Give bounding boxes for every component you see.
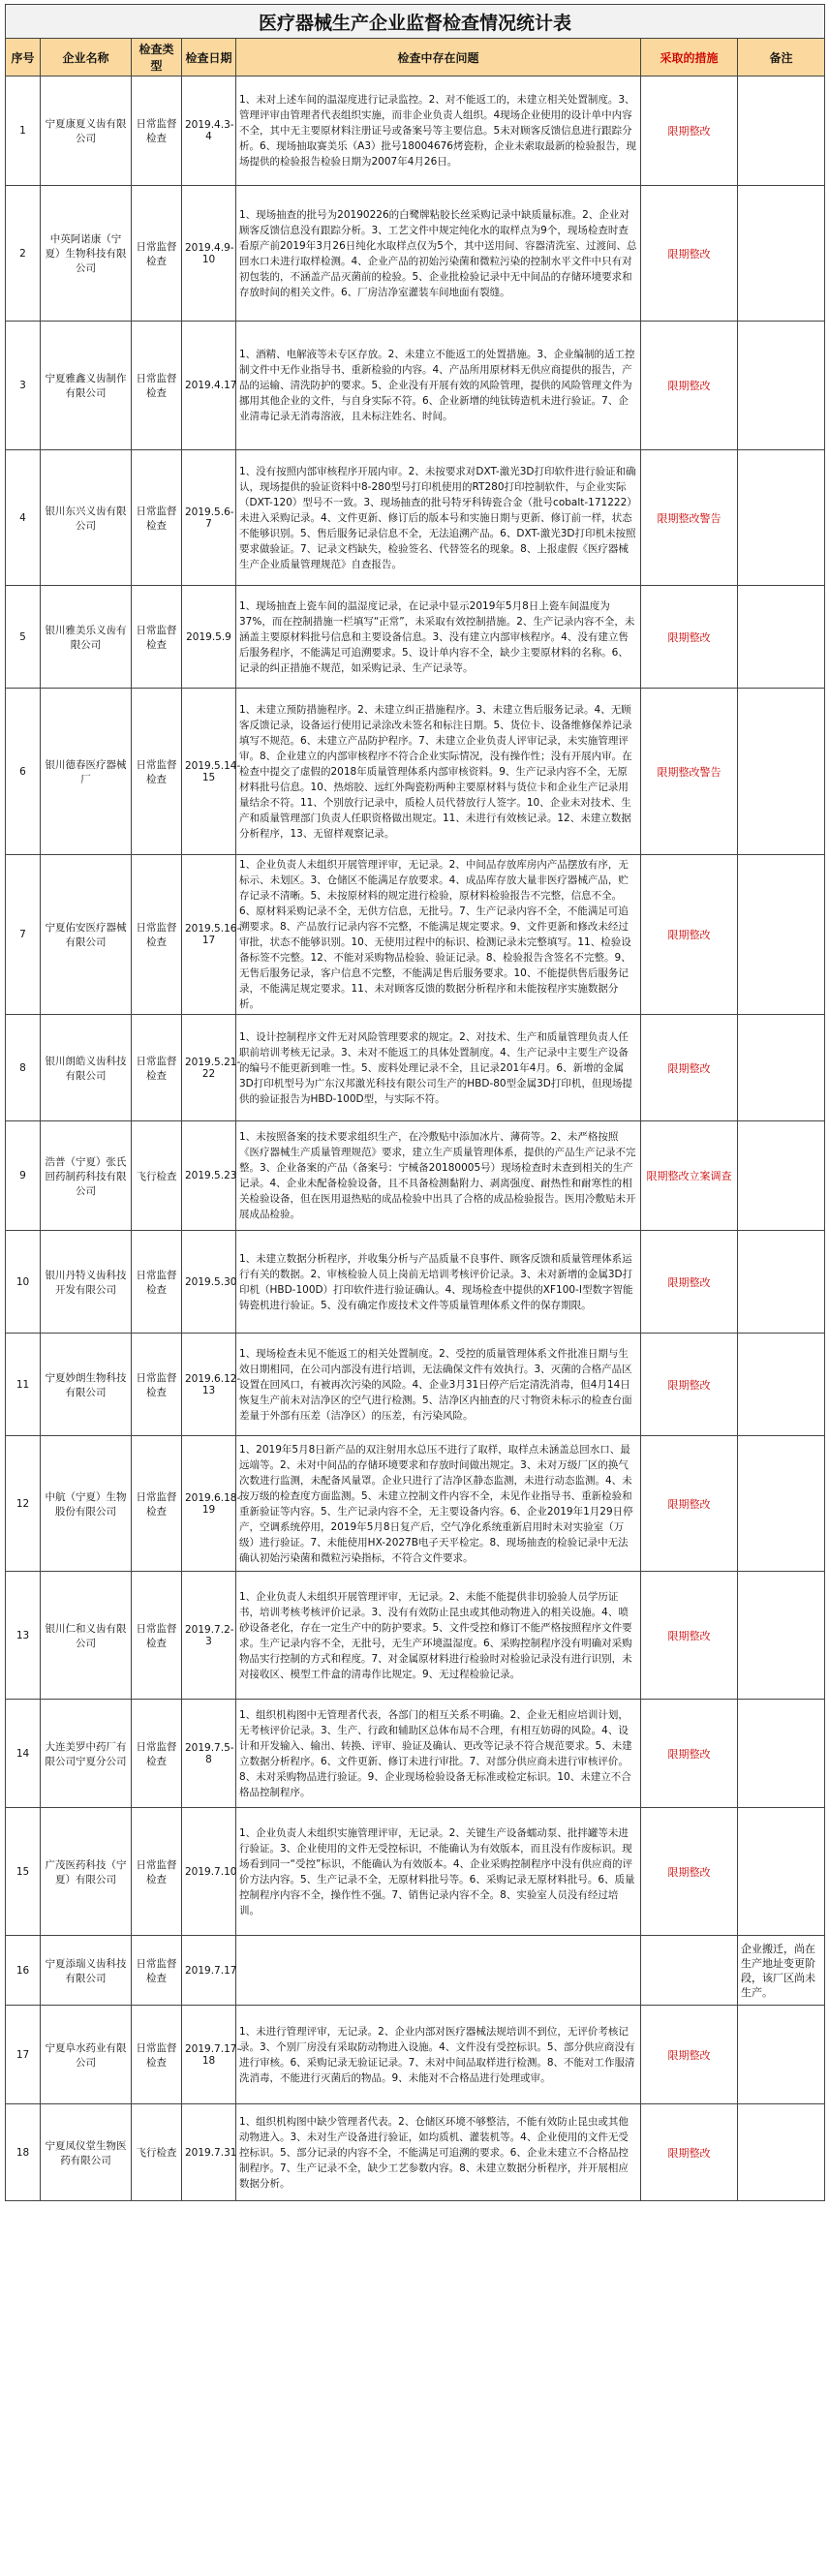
inspection-type: 日常监督检查 xyxy=(132,1334,182,1436)
inspection-issues xyxy=(236,1936,641,2006)
header-note: 备注 xyxy=(738,39,825,77)
table-row xyxy=(6,1808,825,1936)
remark xyxy=(738,77,825,186)
inspection-date: 2019.5.6-7 xyxy=(182,450,236,586)
company-name: 宁夏佑安医疗器械有限公司 xyxy=(41,855,132,1015)
inspection-date: 2019.5.14-15 xyxy=(182,689,236,855)
inspection-issues: 1、组织机构图中缺少管理者代表。2、仓储区环境不够整洁，不能有效防止昆虫或其他动物进入。3、未对生产设备进行验证，如均质机、灌装机等。4、企业使用的文件无受控标识。5、部分记录的内容不全，不能满足可追溯的要求。6、企业未建立不合格品控制程序。7、生产记录不全，缺少工艺参数内容。8、未建立数据分析程序，并开展相应数据分析。 xyxy=(236,2104,641,2201)
row-number: 11 xyxy=(6,1334,41,1436)
action-taken: 限期整改 xyxy=(641,77,738,186)
company-name: 浩普（宁夏）张氏回药制药科技有限公司 xyxy=(41,1121,132,1231)
company-name: 大连美罗中药厂有限公司宁夏分公司 xyxy=(41,1700,132,1808)
action-taken: 限期整改 xyxy=(641,1231,738,1334)
action-taken: 限期整改 xyxy=(641,322,738,450)
table-row xyxy=(6,1121,825,1231)
inspection-issues: 1、未进行管理评审，无记录。2、企业内部对医疗器械法规培训不到位，无评价考核记录。3、个别厂房没有采取防动物进入设施。4、文件没有受控标识。5、部分供应商没有进行审核。6、采购记录无验证记录。7、未对中间品取样进行检测。8、不能对工作服清洗消毒，不能进行灭菌后的物品。9、未能对不合格品进行处理或审。 xyxy=(236,2006,641,2104)
inspection-type: 日常监督检查 xyxy=(132,186,182,322)
inspection-type: 日常监督检查 xyxy=(132,855,182,1015)
company-name: 宁夏雅鑫义齿制作有限公司 xyxy=(41,322,132,450)
inspection-date: 2019.4.17 xyxy=(182,322,236,450)
action-taken: 限期整改 xyxy=(641,1436,738,1572)
inspection-date: 2019.5.23 xyxy=(182,1121,236,1231)
table-row xyxy=(6,1015,825,1121)
inspection-type: 日常监督检查 xyxy=(132,689,182,855)
inspection-date: 2019.6.12-13 xyxy=(182,1334,236,1436)
company-name: 中航（宁夏）生物股份有限公司 xyxy=(41,1436,132,1572)
table-row xyxy=(6,1700,825,1808)
inspection-issues: 1、没有按照内部审核程序开展内审。2、未按要求对DXT-激光3D打印软件进行验证和确认，现场提供的验证资料中8-280型号打印机使用的RT280打印控制软件，与企业实际（DXT-120）型号不一致。3、现场抽查的批号特牙科铸瓷合金（批号cobalt-171222）未进入采购记录。4、文件更新、修订后的版本号和实施日期与更新、修订前一样，状态不能够识别。5、售后服务记录信息不全，无法追溯产品。6、DXT-激光3D打印机未按照要求做验证。7、记录文档缺失，检验签名、代替签名的现象。8、上报虚假《医疗器械生产企业质量管理规范》自查报告。 xyxy=(236,450,641,586)
inspection-type: 日常监督检查 xyxy=(132,1936,182,2006)
row-number: 17 xyxy=(6,2006,41,2104)
inspection-issues: 1、企业负责人未组织实施管理评审，无记录。2、关键生产设备蠕动泵、批拌罐等未进行验证。3、企业使用的文件无受控标识，不能确认为有效版本，而且没有作废标识。现场看到同一“受控”标识，不能确认为有效版本。4、企业采购控制程序中没有供应商的评价方法内容。5、生产记录不全，无原材料批号等。6、采购记录无原材料批号。6、质量控制程序内容不全，操作性不强。7、销售记录内容不全。8、实验室人员没有经过培训。 xyxy=(236,1808,641,1936)
table-row xyxy=(6,2006,825,2104)
table-body xyxy=(6,77,825,2201)
remark xyxy=(738,322,825,450)
remark xyxy=(738,1436,825,1572)
action-taken: 限期整改 xyxy=(641,855,738,1015)
action-taken: 限期整改立案调查 xyxy=(641,1121,738,1231)
table-row xyxy=(6,1436,825,1572)
inspection-date: 2019.7.17-18 xyxy=(182,2006,236,2104)
inspection-type: 飞行检查 xyxy=(132,2104,182,2201)
row-number: 14 xyxy=(6,1700,41,1808)
company-name: 宁夏添瑞义齿科技有限公司 xyxy=(41,1936,132,2006)
inspection-date: 2019.7.5-8 xyxy=(182,1700,236,1808)
table-row xyxy=(6,855,825,1015)
remark: 企业搬迁，尚在生产地址变更阶段，该厂区尚未生产。 xyxy=(738,1936,825,2006)
action-taken xyxy=(641,1936,738,2006)
action-taken: 限期整改 xyxy=(641,1015,738,1121)
inspection-type: 飞行检查 xyxy=(132,1121,182,1231)
inspection-date: 2019.5.30 xyxy=(182,1231,236,1334)
company-name: 银川德春医疗器械厂 xyxy=(41,689,132,855)
inspection-date: 2019.7.17 xyxy=(182,1936,236,2006)
table-row xyxy=(6,689,825,855)
table-row xyxy=(6,77,825,186)
action-taken: 限期整改 xyxy=(641,2104,738,2201)
row-number: 5 xyxy=(6,586,41,689)
inspection-date: 2019.7.31 xyxy=(182,2104,236,2201)
header-date: 检查日期 xyxy=(182,39,236,77)
company-name: 宁夏妙朗生物科技有限公司 xyxy=(41,1334,132,1436)
inspection-date: 2019.7.10 xyxy=(182,1808,236,1936)
action-taken: 限期整改 xyxy=(641,586,738,689)
header-company: 企业名称 xyxy=(41,39,132,77)
inspection-issues: 1、酒精、电解液等未专区存放。2、未建立不能返工的处置措施。3、企业编制的适工控制文件中无作业指导书、重新检验的内容。4、产品所用原材料无供应商提供的报告，产品的运输、清洗防护的要求。5、企业没有开展有效的风险管理，提供的风险管理文件为挪用其他企业的文件，与自身实际不符。6、企业新增的纯钛铸造机未进行验证。7、企业清毒记录无消毒溶液，且未标注姓名、时间。 xyxy=(236,322,641,450)
company-name: 广茂医药科技（宁夏）有限公司 xyxy=(41,1808,132,1936)
table-row xyxy=(6,450,825,586)
inspection-date: 2019.4.3-4 xyxy=(182,77,236,186)
company-name: 银川仁和义齿有限公司 xyxy=(41,1572,132,1700)
company-name: 宁夏阜水药业有限公司 xyxy=(41,2006,132,2104)
remark xyxy=(738,1334,825,1436)
row-number: 18 xyxy=(6,2104,41,2201)
row-number: 15 xyxy=(6,1808,41,1936)
inspection-issues: 1、未按照备案的技术要求组织生产，在冷敷贴中添加冰片、薄荷等。2、未严格按照《医疗器械生产质量管理规范》要求，建立生产质量管理体系，提供的产品生产记录不完整。3、企业备案的产品（备案号：宁械备20180005号）现场检查时未查到相关的生产记录。4、企业未配备检验设备，且不具备检测黏附力、剥离强度、耐热性和耐寒性的相关检验设备，但在医用退热贴的成品检验中出具了合格的成品检验报告。医用冷敷贴未开展成品检验。 xyxy=(236,1121,641,1231)
remark xyxy=(738,1121,825,1231)
header-no: 序号 xyxy=(6,39,41,77)
action-taken: 限期整改 xyxy=(641,1808,738,1936)
row-number: 4 xyxy=(6,450,41,586)
remark xyxy=(738,855,825,1015)
table-row xyxy=(6,2104,825,2201)
inspection-type: 日常监督检查 xyxy=(132,2006,182,2104)
inspection-issues: 1、未对上述车间的温湿度进行记录监控。2、对不能返工的，未建立相关处置制度。3、管理评审由管理者代表组织实施，而非企业负责人组织。4现场企业使用的设计单中内容不全，其中无主要原材料注册证号或备案号等主要信息。5未对顾客反馈信息进行跟踪分析。6、现场抽取赛美乐（A3）批号18004676烤瓷粉，企业未索取最新的检验报告，现场提供的检验报告检验日期为2007年4月26日。 xyxy=(236,77,641,186)
action-taken: 限期整改 xyxy=(641,1334,738,1436)
table-row xyxy=(6,586,825,689)
action-taken: 限期整改 xyxy=(641,1700,738,1808)
table-row xyxy=(6,1231,825,1334)
remark xyxy=(738,689,825,855)
inspection-type: 日常监督检查 xyxy=(132,1231,182,1334)
inspection-issues: 1、现场抽查的批号为20190226的白鹭牌粘胶长丝采购记录中缺质量标准。2、企业对顾客反馈信息没有跟踪分析。3、工艺文件中规定纯化水的取样点为9个，现场检查时查看原产前2019年3月26日纯化水取样点仅为5个，其中送用间、容器清洗室、过渡间、总回水口未进行取样检测。4、企业产品的初始污染菌和微粒污染的控制水平文件中只有对初包装的，不涵盖产品灭菌前的检验。5、企业批检验记录中无中间品的存储环境要求和存放时间的相关文件。6、厂房洁净室灌装车间地面有裂缝。 xyxy=(236,186,641,322)
inspection-date: 2019.6.18-19 xyxy=(182,1436,236,1572)
action-taken: 限期整改 xyxy=(641,1572,738,1700)
row-number: 10 xyxy=(6,1231,41,1334)
remark xyxy=(738,186,825,322)
company-name: 中英阿诺康（宁夏）生物科技有限公司 xyxy=(41,186,132,322)
inspection-date: 2019.7.2-3 xyxy=(182,1572,236,1700)
table-row xyxy=(6,322,825,450)
remark xyxy=(738,1700,825,1808)
remark xyxy=(738,450,825,586)
inspection-table xyxy=(5,4,825,2201)
title-row xyxy=(6,5,825,39)
inspection-type: 日常监督检查 xyxy=(132,1808,182,1936)
remark xyxy=(738,1015,825,1121)
header-issues: 检查中存在问题 xyxy=(236,39,641,77)
inspection-type: 日常监督检查 xyxy=(132,450,182,586)
inspection-type: 日常监督检查 xyxy=(132,322,182,450)
inspection-issues: 1、未建立数据分析程序，并收集分析与产品质量不良事件、顾客反馈和质量管理体系运行有关的数据。2、审核检验人员上岗前无培训考核评价记录。3、未对新增的金属3D打印机（HBD-100D）打印软件进行验证确认。4、现场检查中提供的XF100-I型数字智能铸瓷机进行验证。5、没有确定作废技术文件等质量管理体系文件的保存期限。 xyxy=(236,1231,641,1334)
remark xyxy=(738,1231,825,1334)
inspection-type: 日常监督检查 xyxy=(132,586,182,689)
company-name: 宁夏康夏义齿有限公司 xyxy=(41,77,132,186)
action-taken: 限期整改 xyxy=(641,186,738,322)
company-name: 银川东兴义齿有限公司 xyxy=(41,450,132,586)
action-taken: 限期整改 xyxy=(641,2006,738,2104)
row-number: 13 xyxy=(6,1572,41,1700)
inspection-date: 2019.4.9-10 xyxy=(182,186,236,322)
action-taken: 限期整改警告 xyxy=(641,450,738,586)
inspection-type: 日常监督检查 xyxy=(132,1572,182,1700)
header-row xyxy=(6,39,825,77)
row-number: 6 xyxy=(6,689,41,855)
company-name: 银川雅美乐义齿有限公司 xyxy=(41,586,132,689)
remark xyxy=(738,2006,825,2104)
inspection-type: 日常监督检查 xyxy=(132,1700,182,1808)
inspection-date: 2019.5.9 xyxy=(182,586,236,689)
row-number: 9 xyxy=(6,1121,41,1231)
company-name: 银川朗皓义齿科技有限公司 xyxy=(41,1015,132,1121)
inspection-issues: 1、未建立预防措施程序。2、未建立纠正措施程序。3、未建立售后服务记录。4、无顾客反馈记录，设备运行使用记录涂改未签名和标注日期。5、货位卡、设备维修保养记录填写不规范。6、未建立产品防护程序。7、未建立企业负责人评审记录，未实施管理评审。8、企业建立的内部审核程序不符合企业实际情况，没有操作性；没有开展内审。在检查中提交了虚假的2018年质量管理体系内部审核资料。9、生产记录内容不全，无原材料批号信息。10、热熔胶、远红外陶瓷粉两种主要原材料与货位卡和企业生产记录用量结余不符。11、个别放行记录中，质检人员代替放行人签字。10、企业未对技术、生产和质量管理部门负责人任职资格做出规定。11、未进行有效核记录。12、未建立数据分析程序，13、无留样观察记录。 xyxy=(236,689,641,855)
table-row xyxy=(6,1334,825,1436)
row-number: 7 xyxy=(6,855,41,1015)
action-taken: 限期整改警告 xyxy=(641,689,738,855)
inspection-date: 2019.5.16-17 xyxy=(182,855,236,1015)
table-row xyxy=(6,1572,825,1700)
inspection-type: 日常监督检查 xyxy=(132,1436,182,1572)
inspection-date: 2019.5.21-22 xyxy=(182,1015,236,1121)
remark xyxy=(738,1808,825,1936)
inspection-issues: 1、组织机构图中无管理者代表，各部门的相互关系不明确。2、企业无相应培训计划，无考核评价记录。3、生产、行政和辅助区总体布局不合理，有相互妨碍的风险。4、设计和开发输入、输出、转换、评审、验证及确认、更改等记录不符合规范要求。5、未建立数据分析程序。6、文件更新、修订未进行审批。7、对部分供应商未进行审核评价。8、未对采购物品进行验证。9、企业现场检验设备无标准或检定标识。10、未建立不合格品控制程序。 xyxy=(236,1700,641,1808)
document-sheet xyxy=(5,4,824,2201)
company-name: 银川丹特义齿科技开发有限公司 xyxy=(41,1231,132,1334)
inspection-issues: 1、企业负责人未组织开展管理评审，无记录。2、未能不能提供非切验验人员学历证书，培训考核考核评价记录。3、没有有效防止昆虫或其他动物进入的相关设施。4、喷砂设备老化，存在一定生产中的防护要求。5、文件受控和修订不能严格按照程序文件要求。生产记录内容不全，无批号，无生产环境温湿度。6、采购控制程序没有明确对采购物品实行控制的方式和程度。7、对金属原材料进行检验时对检验记录没有进行识别，未对接收区、模型工件盒的清毒作比规定。9、无过程检验记录。 xyxy=(236,1572,641,1700)
row-number: 1 xyxy=(6,77,41,186)
remark xyxy=(738,586,825,689)
remark xyxy=(738,1572,825,1700)
inspection-issues: 1、设计控制程序文件无对风险管理要求的规定。2、对技术、生产和质量管理负责人任职前培训考核无记录。3、未对不能返工的具体处置制度。4、生产记录中主要生产设备的编号不能更新到唯一性。5、废料处理记录不全，且记录201年4月。6、新增的金属3D打印机型号为广东汉邦激光科技有限公司生产的HBD-80型金属3D打印机，但现场提供的验证报告为HBD-100D型，与实际不符。 xyxy=(236,1015,641,1121)
row-number: 2 xyxy=(6,186,41,322)
row-number: 16 xyxy=(6,1936,41,2006)
inspection-issues: 1、现场检查未见不能返工的相关处置制度。2、受控的质量管理体系文件批准日期与生效日期相同，在公司内部没有进行培训，无法确保文件有效执行。3、灭菌的合格产品区设置在回风口，有被再次污染的风险。4、企业3月31日停产后定清洗消毒，但4月14日恢复生产前未对洁净区的空气进行检测。5、洁净区内抽查的尺寸物资未标示的检查台面差量于外部有压差（洁净区）的压差，有污染风险。 xyxy=(236,1334,641,1436)
row-number: 3 xyxy=(6,322,41,450)
inspection-issues: 1、2019年5月8日新产品的双注射用水总压不进行了取样，取样点未涵盖总回水口、最远端等。2、未对中间品的存储环境要求和存放时间做出规定。3、未对万级厂区的换气次数进行监测，未配备风量罩。企业只进行了洁净区静态监测，未进行动态监测。4、未按万级的检查度方面监测。5、未建立控制文件内容不全，未见作业指导书、重新检验和重新验证等内容。5、生产记录内容不全，无主要设备内容。6、企业2019年1月29日停产，空调系统停用，2019年5月8日复产后，空气净化系统重新启用时未对实验室（万级）进行验证。7、未能使用HX-2027B电子天平检定。8、现场抽查的检验记录中无法确认初始污染菌和微粒污染指标，不符合文件要求。 xyxy=(236,1436,641,1572)
table-title: 医疗器械生产企业监督检查情况统计表 xyxy=(6,5,825,39)
inspection-type: 日常监督检查 xyxy=(132,77,182,186)
header-type: 检查类型 xyxy=(132,39,182,77)
table-row xyxy=(6,186,825,322)
inspection-issues: 1、现场抽查上瓷车间的温湿度记录，在记录中显示2019年5月8日上瓷车间温度为37%，而在控制措施一栏填写“正常”，未采取有效控制措施。2、生产记录内容不全，未涵盖主要原材料批号信息和主要设备信息。3、没有建立内部审核程序。4、没有建立售后服务程序，不能满足可追溯要求。5、设计单内容不全，缺少主要原材料的名称。6、记录的纠正措施不规范，如采购记录、生产记录等。 xyxy=(236,586,641,689)
company-name: 宁夏凤仪堂生物医药有限公司 xyxy=(41,2104,132,2201)
row-number: 8 xyxy=(6,1015,41,1121)
table-row xyxy=(6,1936,825,2006)
header-action: 采取的措施 xyxy=(641,39,738,77)
remark xyxy=(738,2104,825,2201)
inspection-type: 日常监督检查 xyxy=(132,1015,182,1121)
inspection-issues: 1、企业负责人未组织开展管理评审，无记录。2、中间品存放库房内产品摆放有序，无标示、未划区。3、仓储区不能满足存放要求。4、成品库存放大量非医疗器械产品，贮存记录不清晰。5、未按原材料的规定进行检验，原材料检验报告不完整，信息不全。6、原材料采购记录不全，无供方信息，无批号。7、生产记录内容不全，不能满足可追溯要求。8、产品放行记录内容不完整，不能满足规定要求。9、文件更新和修改未经过审批，状态不能够识别。10、无使用过程中的标识、检测记录未完整填写。11、检验设备标签不完整。12、不能对采购物品检验、验证记录。8、检验报告含签名不完整。9、无售后服务记录，客户信息不完整，不能满足售后服务要求。10、不能提供售后服务记录，不能满足规定要求。11、未对顾客反馈的数据分析程序和未能按程序实施数据分析。 xyxy=(236,855,641,1015)
row-number: 12 xyxy=(6,1436,41,1572)
